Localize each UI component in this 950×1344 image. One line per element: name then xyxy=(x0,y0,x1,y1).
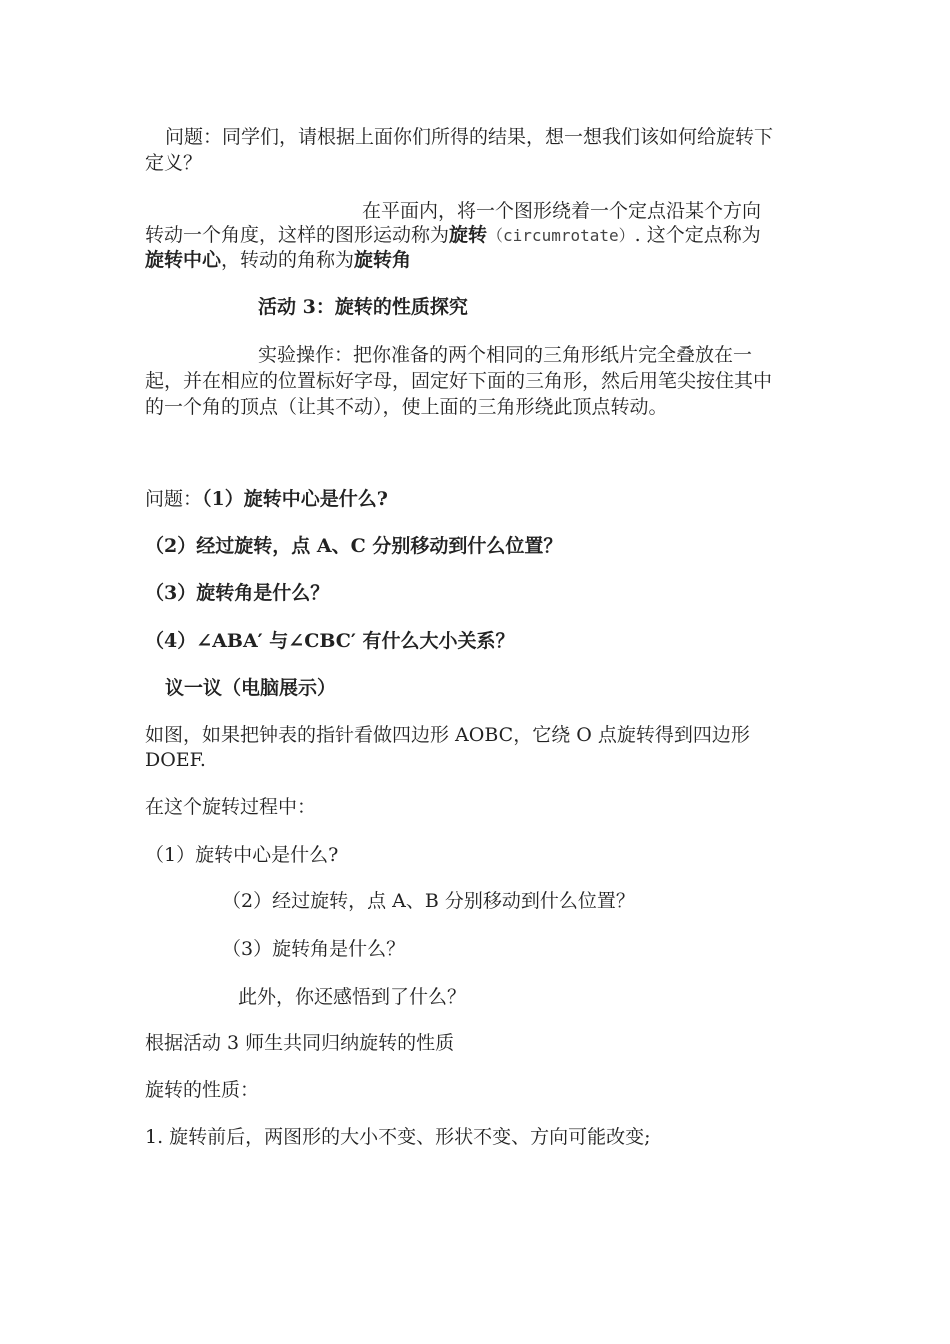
experiment-line3: 的一个角的顶点（让其不动），使上面的三角形绕此顶点转动。 xyxy=(145,396,668,418)
question-1-text: （1）旋转中心是什么? xyxy=(202,488,388,510)
question-prefix: 问题： xyxy=(145,488,203,510)
term-rotation-angle: 旋转角 xyxy=(354,249,412,271)
definition-line1: 在平面内，将一个图形绕着一个定点沿某个方向 xyxy=(362,200,762,222)
question-intro-line2: 定义？ xyxy=(145,152,203,174)
definition-line3 xyxy=(145,245,411,275)
question-intro-line1: 问题：同学们，请根据上面你们所得的结果，想一想我们该如何给旋转下 xyxy=(165,126,774,148)
experiment-line2: 起，并在相应的位置标好字母，固定好下面的三角形，然后用笔尖按住其中 xyxy=(145,370,773,392)
term-rotation-center: 旋转中心 xyxy=(145,249,222,271)
discuss-heading: 议一议（电脑展示） xyxy=(165,677,337,699)
discuss-question-1: （1）旋转中心是什么? xyxy=(145,844,339,866)
discuss-extra: 此外，你还感悟到了什么？ xyxy=(238,986,467,1008)
question-4: （4）∠ABA′ 与∠CBC′ 有什么大小关系？ xyxy=(145,630,515,652)
activity3-heading: 活动 3：旋转的性质探究 xyxy=(258,296,468,318)
summary-item-1: 1. 旋转前后，两图形的大小不变、形状不变、方向可能改变; xyxy=(145,1126,651,1148)
summary-line2: 旋转的性质： xyxy=(145,1079,260,1101)
summary-line1: 根据活动 3 师生共同归纳旋转的性质 xyxy=(145,1032,455,1054)
discuss-question-2: （2）经过旋转，点 A、B 分别移动到什么位置？ xyxy=(222,890,635,912)
definition-text: . 这个定点称为 xyxy=(634,224,761,246)
definition-text: 转动一个角度，这样的图形运动称为 xyxy=(145,224,450,246)
question-3: （3）旋转角是什么？ xyxy=(145,582,330,604)
discuss-question-3: （3）旋转角是什么？ xyxy=(222,938,406,960)
question-1 xyxy=(145,484,388,514)
term-rotation: 旋转 xyxy=(449,224,488,246)
question-2: （2）经过旋转，点 A、C 分别移动到什么位置？ xyxy=(145,535,563,557)
experiment-line1: 实验操作：把你准备的两个相同的三角形纸片完全叠放在一 xyxy=(258,344,753,366)
term-english: （circumrotate） xyxy=(487,226,635,245)
discuss-line3: 在这个旋转过程中： xyxy=(145,796,317,818)
discuss-line1: 如图，如果把钟表的指针看做四边形 AOBC，它绕 O 点旋转得到四边形 xyxy=(145,724,750,746)
definition-text: ，转动的角称为 xyxy=(221,249,355,271)
discuss-line2: DOEF. xyxy=(145,749,206,771)
